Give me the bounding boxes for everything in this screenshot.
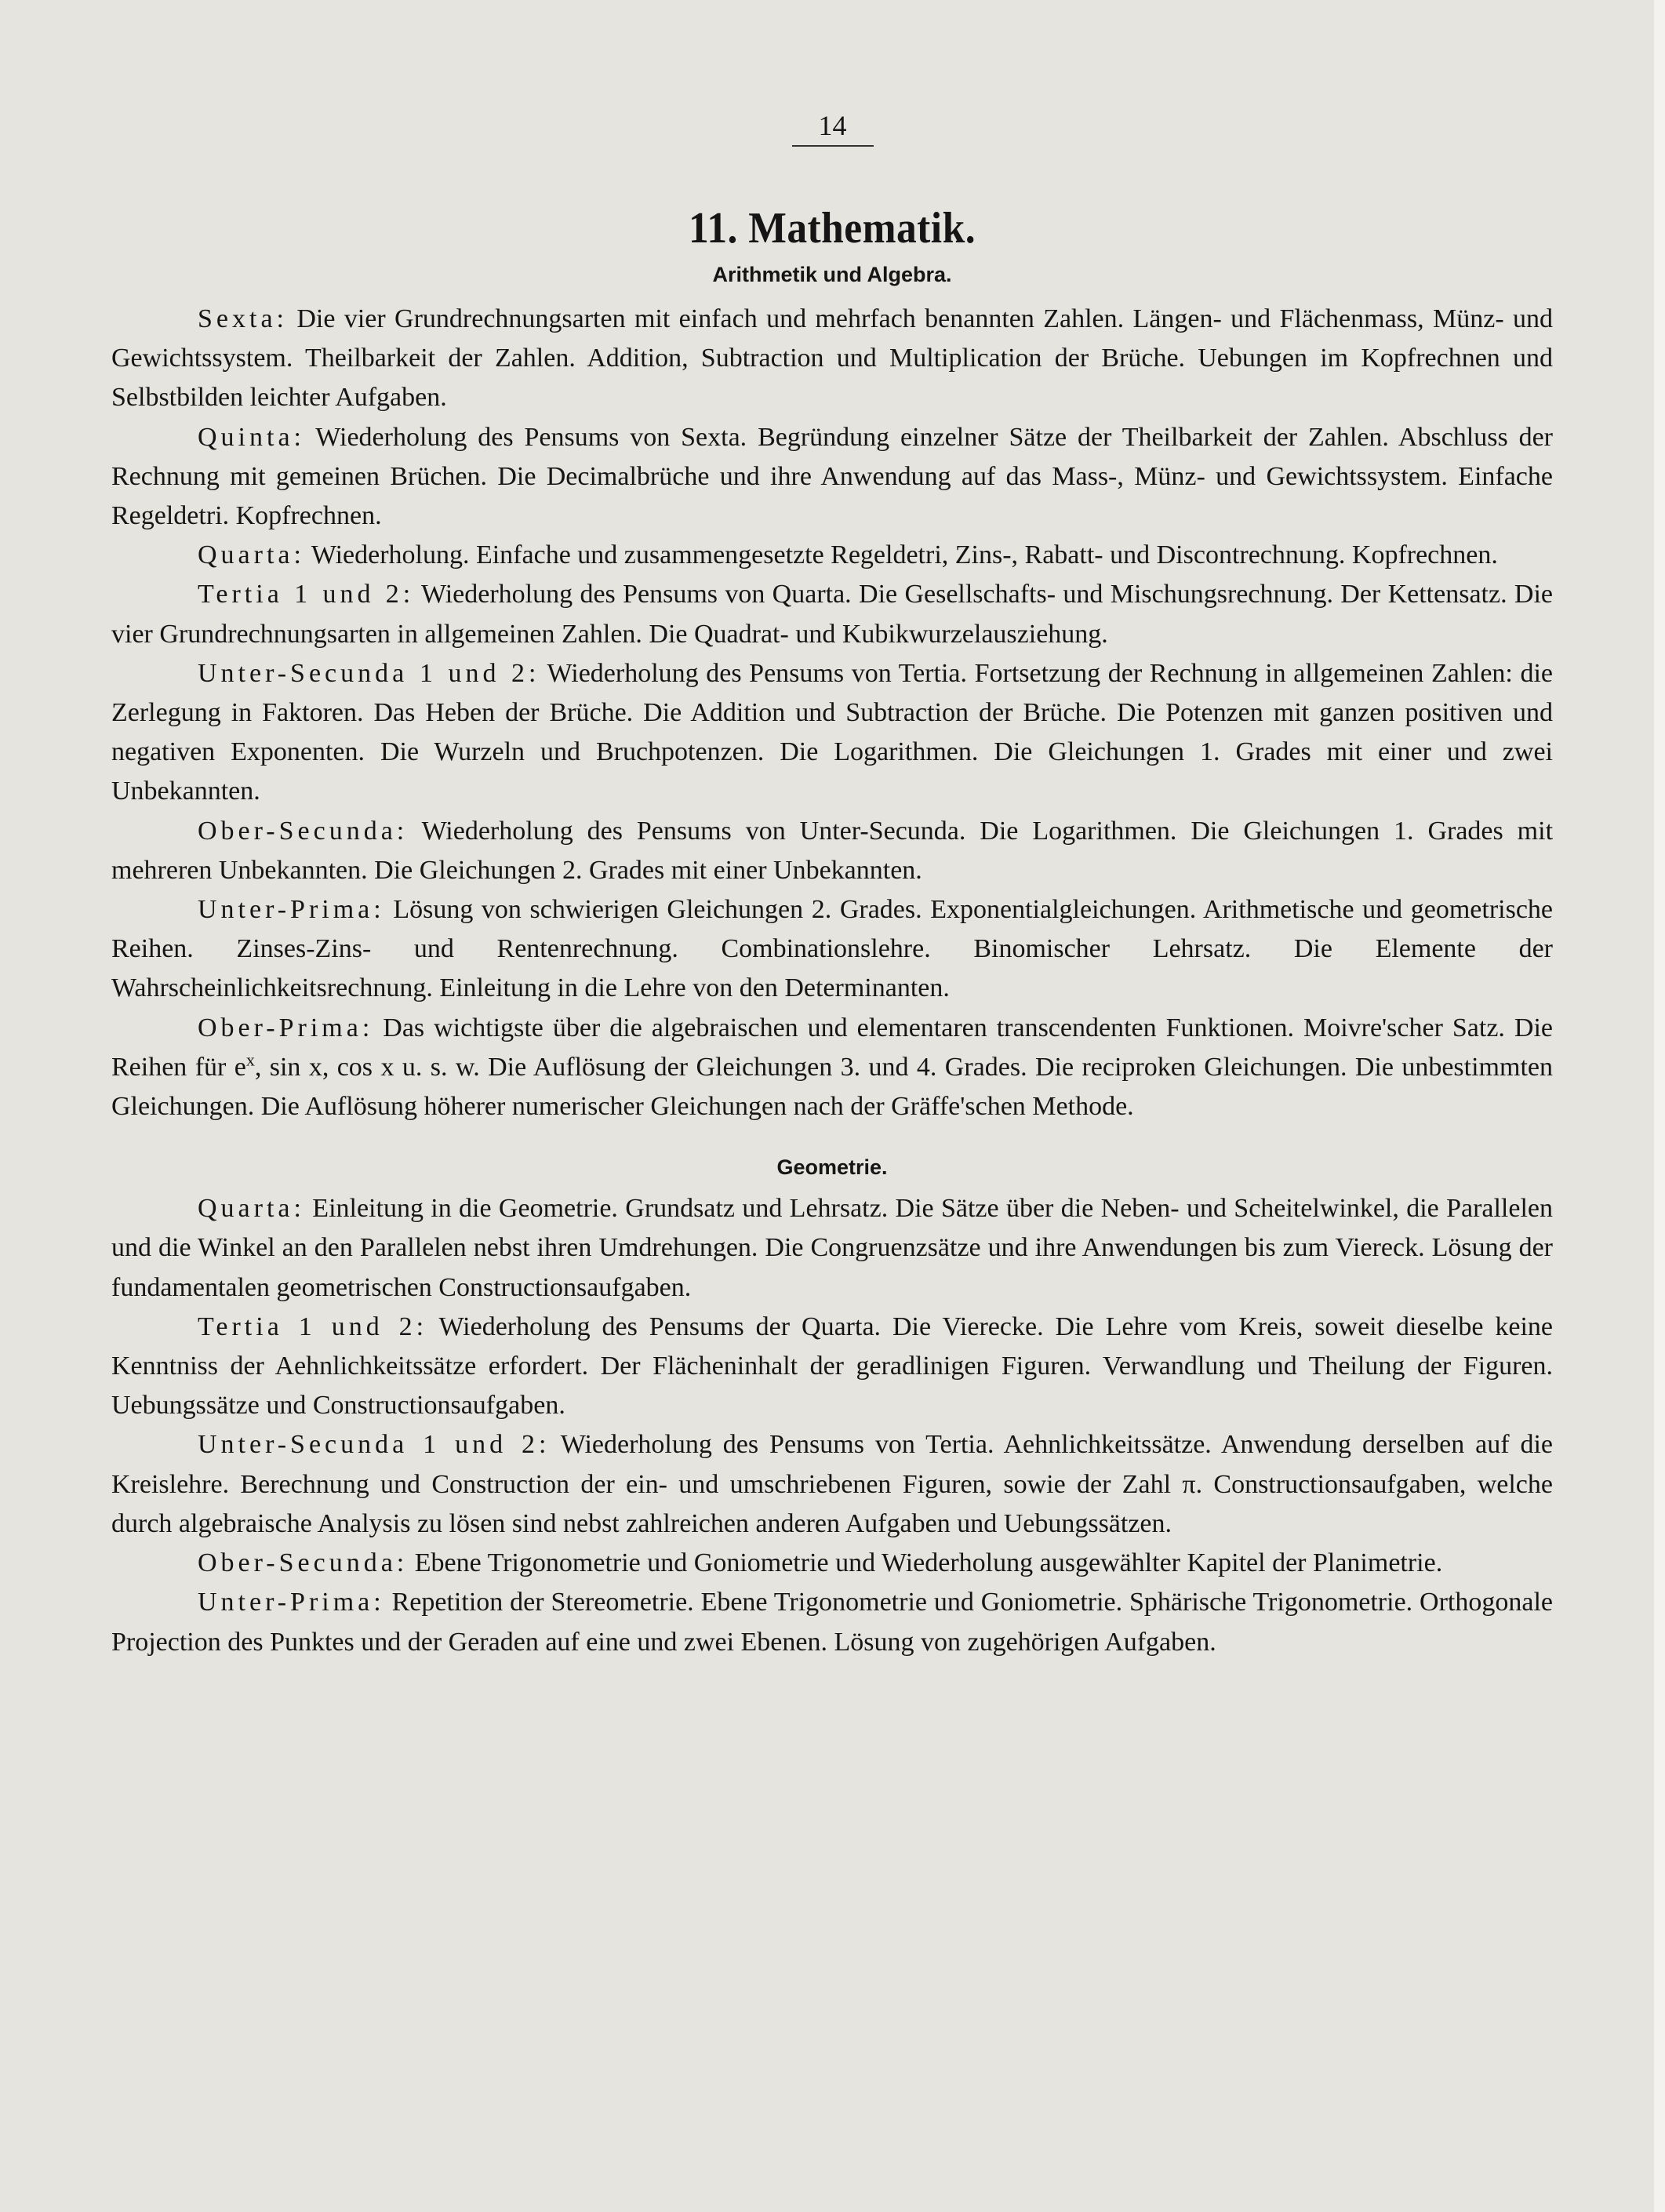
page-number-rule [792,145,874,147]
paragraph-text-continued: , sin x, cos x u. s. w. Die Auflösung der Gleichungen 3. und 4. Grades. Die reciproken Gleichungen. Die unbestimmten Gleichungen. Die Auflösung höherer numerischer Gleichungen nach der Gräffe'schen Methode. [111,1052,1553,1122]
grade-label: Unter-Secunda 1 und 2: [198,1430,551,1460]
section-heading-arithmetik: Arithmetik und Algebra. [712,263,952,286]
paragraph-text: Repetition der Stereometrie. Ebene Trigonometrie und Goniometrie. Sphärische Trigonometrie. Orthogonale Projection des Punktes und der Geraden auf eine und zwei Ebenen. Lösung von zugehörigen Aufgaben. [111,1588,1554,1657]
paragraph-text: Ebene Trigonometrie und Goniometrie und Wiederholung ausgewählter Kapitel der Planimetrie. [414,1548,1443,1578]
paragraph-quarta [111,536,1553,575]
paragraph-text: Wiederholung des Pensums der Quarta. Die Vierecke. Die Lehre vom Kreis, soweit dieselbe keine Kenntniss der Aehnlichkeitssätze erfordert. Der Flächeninhalt der geradlinigen Figuren. Verwandlung und Theilung der Figuren. Uebungssätze und Constructionsaufgaben. [111,1312,1553,1421]
paragraph-text: Wiederholung. Einfache und zusammengesetzte Regeldetri, Zins-, Rabatt- und Discontrechnung. Kopfrechnen. [311,540,1498,570]
paragraph-text: Die vier Grundrechnungsarten mit einfach und mehrfach benannten Zahlen. Längen- und Flächenmass, Münz- und Gewichtssystem. Theilbarkeit der Zahlen. Addition, Subtraction und Multiplication der Brüche. Uebungen im Kopfrechnen und Selbstbilden leichter Aufgaben. [111,304,1554,413]
superscript-x: x [245,1050,255,1070]
paragraph-text: Wiederholung des Pensums von Sexta. Begründung einzelner Sätze der Theilbarkeit der Zahlen. Abschluss der Rechnung mit gemeinen Brüchen. Die Decimalbrüche und ihre Anwendung auf das Mass-, Münz- und Gewichtssystem. Einfache Regeldetri. Kopfrechnen. [111,422,1553,531]
grade-label: Ober-Prima: [198,1013,374,1042]
paragraph-ober-prima [111,1009,1553,1127]
paragraph-text: Einleitung in die Geometrie. Grundsatz und Lehrsatz. Die Sätze über die Neben- und Scheitelwinkel, die Parallelen und die Winkel an den Parallelen nebst ihren Umdrehungen. Die Congruenzsätze und ihre Anwendungen bis zum Viereck. Lösung der fundamentalen geometrischen Constructionsaufgaben. [111,1194,1553,1302]
paragraph-text: Wiederholung des Pensums von Tertia. Aehnlichkeitssätze. Anwendung derselben auf die Kreislehre. Berechnung und Construction der ein- und umschriebenen Figuren, sowie der Zahl π. Constructionsaufgaben, welche durch algebraische Analysis zu lösen sind nebst zahlreichen anderen Aufgaben und Uebungssätzen. [111,1430,1553,1538]
grade-label: Sexta: [198,304,288,333]
paragraph-quinta [111,418,1553,537]
paragraph-geo-unter-prima [111,1583,1553,1661]
body-text [111,202,1553,1662]
paragraph-text: Wiederholung des Pensums von Tertia. Fortsetzung der Rechnung in allgemeinen Zahlen: die Zerlegung in Faktoren. Das Heben der Brüche. Die Addition und Subtraction der Brüche. Die Potenzen mit ganzen positiven und negativen Exponenten. Die Wurzeln und Bruchpotenzen. Die Logarithmen. Die Gleichungen 1. Grades mit einer und zwei Unbekannten. [111,658,1554,806]
chapter-title: 11. Mathematik. [688,204,976,253]
grade-label: Tertia 1 und 2: [198,580,415,609]
paragraph-text: Wiederholung des Pensums von Quarta. Die Gesellschafts- und Mischungsrechnung. Der Kettensatz. Die vier Grundrechnungsarten in allgemeinen Zahlen. Die Quadrat- und Kubikwurzelausziehung. [111,580,1554,649]
paragraph-text: Das wichtigste über die algebraischen und elementaren transcendenten Funktionen. Moivre'scher Satz. Die Reihen für e [111,1013,1554,1082]
grade-label: Unter-Prima: [198,1588,385,1617]
grade-label: Ober-Secunda: [198,1548,409,1578]
grade-label: Quarta: [198,540,305,570]
paragraph-sexta [111,300,1553,418]
grade-label: Quinta: [198,422,305,452]
paragraph-tertia [111,575,1553,653]
paragraph-geo-unter-secunda [111,1425,1553,1544]
paragraph-unter-secunda [111,654,1553,812]
paragraph-geo-ober-secunda [111,1544,1553,1583]
paragraph-geo-tertia [111,1308,1553,1426]
grade-label: Unter-Prima: [198,895,385,925]
grade-label: Quarta: [198,1194,305,1224]
paragraph-geo-quarta [111,1189,1553,1308]
paragraph-text: Lösung von schwierigen Gleichungen 2. Grades. Exponentialgleichungen. Arithmetische und geometrische Reihen. Zinses-Zins- und Rentenrechnung. Combinationslehre. Binomischer Lehrsatz. Die Elemente der Wahrscheinlichkeitsrechnung. Einleitung in die Lehre von den Determinanten. [111,895,1553,1003]
grade-label: Ober-Secunda: [198,816,409,846]
section-heading-geometrie: Geometrie. [776,1155,888,1180]
page-edge [1654,0,1665,2212]
paragraph-ober-secunda [111,812,1553,890]
paragraph-unter-prima [111,890,1553,1009]
paragraph-text: Wiederholung des Pensums von Unter-Secunda. Die Logarithmen. Die Gleichungen 1. Grades mit mehreren Unbekannten. Die Gleichungen 2. Grades mit einer Unbekannten. [111,816,1554,885]
page-number: 14 [818,110,847,141]
grade-label: Tertia 1 und 2: [198,1312,428,1341]
grade-label: Unter-Secunda 1 und 2: [198,658,540,688]
